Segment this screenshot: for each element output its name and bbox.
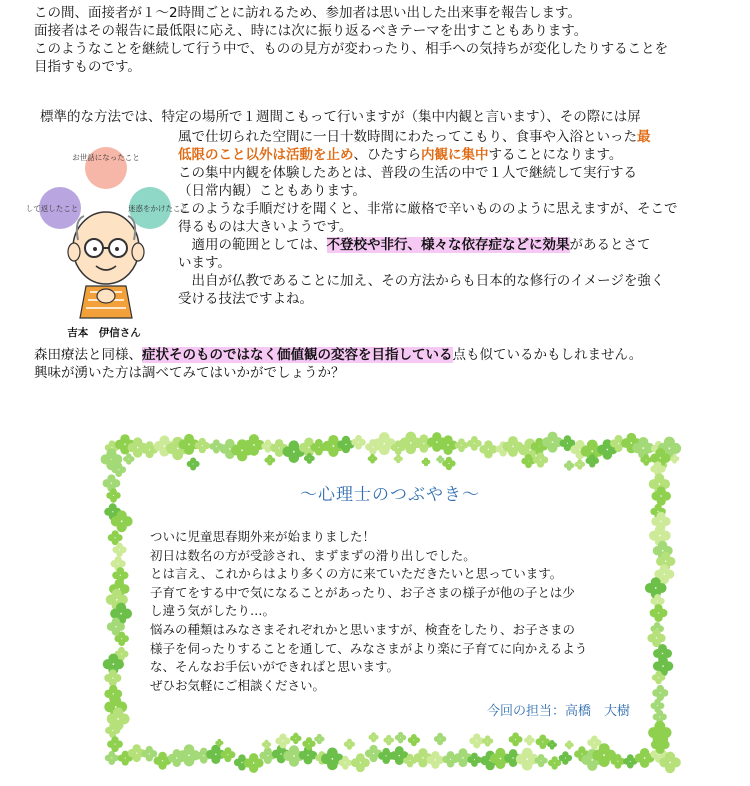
method-line: 受ける技法ですよね。 xyxy=(178,291,313,307)
clover-icon xyxy=(104,669,121,686)
clover-icon xyxy=(264,455,275,466)
closing-line: 興味が湧いた方は調べてみてはいかがでしょうか？ xyxy=(34,365,345,381)
method-emphasis: 最 xyxy=(637,129,651,145)
clover-icon xyxy=(187,457,200,470)
method-line: （日常内観）こともあります。 xyxy=(178,183,366,199)
method-line: います。 xyxy=(178,255,231,271)
method-paragraph xyxy=(178,128,678,308)
method-line: 出自が仏教であることに加え、その方法からも日本的な修行のイメージを強く xyxy=(178,273,665,289)
method-line: 標準的な方法では、特定の場所で１週間こもって行いますが（集中内観と言います）、その際には屏 xyxy=(40,109,641,125)
intro-line: 目指すものです。 xyxy=(34,59,141,75)
clover-icon xyxy=(442,457,456,471)
clover-icon xyxy=(344,739,355,750)
clover-icon xyxy=(652,685,668,701)
naikan-illustration xyxy=(25,140,188,340)
clover-icon xyxy=(220,747,235,762)
man-icon xyxy=(68,212,144,318)
closing-paragraph xyxy=(34,346,642,382)
illustration-caption: 吉本 伊信さん xyxy=(67,327,141,339)
clover-icon xyxy=(651,699,665,713)
column-staff: 今回の担当：高橋 大樹 xyxy=(486,704,630,719)
clover-icon xyxy=(394,454,403,463)
clover-icon xyxy=(321,748,344,771)
method-text: 適用の範囲としては、 xyxy=(178,237,327,253)
column-line: 初日は数名の方が受診され、まずまずの滑り出しでした。 xyxy=(150,547,476,563)
method-paragraph-first-line xyxy=(34,108,641,126)
column-line: ぜひお気軽にご相談ください。 xyxy=(150,677,326,693)
psychologist-column xyxy=(150,480,630,740)
clover-icon xyxy=(351,435,366,450)
column-line: な、そんなお手伝いができればと思います。 xyxy=(150,659,400,675)
intro-line: 面接者はその報告に最低限に応え、時には次に振り返るべきテーマを出すこともあります。 xyxy=(34,23,588,39)
column-line: 様子を伺ったりすることを通して、みなさまがより楽に子育てに向かえるよう xyxy=(150,640,588,656)
method-line: この集中内観を体験したあとは、普段の生活の中で１人で継続して実行する xyxy=(178,165,637,181)
column-line: とは言え、これからはより多くの方に来ていただきたいと思っています。 xyxy=(150,566,563,582)
method-text: することになります。 xyxy=(488,147,623,163)
clover-icon xyxy=(368,454,378,464)
clover-icon xyxy=(455,438,469,452)
intro-line: この間、面接者が１〜2時間ごとに訪れるため、参加者は思い出した出来事を報告します。 xyxy=(34,5,581,21)
clover-icon xyxy=(650,604,668,622)
column-title: 〜心理士のつぶやき〜 xyxy=(300,485,480,505)
closing-highlight: 症状そのものではなく価値観の変容を目指している xyxy=(142,347,453,363)
method-emphasis: 内観に集中 xyxy=(421,147,489,163)
circle-left-label: して返したこと xyxy=(25,204,79,213)
method-line xyxy=(178,236,678,254)
column-body xyxy=(150,528,587,695)
clover-icon xyxy=(422,458,431,467)
method-line xyxy=(178,146,678,164)
intro-paragraph xyxy=(34,4,668,76)
column-line: し違う気がしたり…。 xyxy=(150,603,276,619)
clover-icon xyxy=(564,460,574,470)
clover-icon xyxy=(123,453,134,464)
clover-icon xyxy=(565,740,574,749)
method-line xyxy=(178,128,678,146)
circle-right-label: 迷惑をかけたこと xyxy=(128,204,188,213)
method-emphasis: 低限のこと以外は活動を止め xyxy=(178,147,354,163)
closing-text: 森田療法と同様、 xyxy=(34,347,142,363)
clover-icon xyxy=(107,736,123,752)
method-text: 、ひたすら xyxy=(353,147,421,163)
clover-icon xyxy=(635,748,655,768)
clover-icon xyxy=(105,751,119,765)
column-line: ついに児童思春期外来が始まりました！ xyxy=(150,529,376,544)
method-text: 風で仕切られた空間に一日十数時間にわたってこもり、食事や入浴といった xyxy=(178,129,637,145)
closing-line xyxy=(34,346,642,364)
method-text: があるとさて xyxy=(569,237,651,253)
column-line: 悩みの種類はみなさまそれぞれかと思いますが、検査をしたり、お子さまの xyxy=(150,621,576,637)
clover-icon xyxy=(479,440,497,458)
circle-top-label: お世話になったこと xyxy=(72,153,140,162)
method-line: このような手順だけを聞くと、非常に厳格で辛いもののように思えますが、そこで xyxy=(178,201,678,217)
clover-icon xyxy=(262,740,271,749)
intro-line: このようなことを継続して行う中で、ものの見方が変わったり、相手への気持ちが変化したりすることを xyxy=(34,41,669,57)
method-highlight: 不登校や非行、様々な依存症などに効果 xyxy=(326,237,570,253)
closing-text: 点も似ているかもしれません。 xyxy=(452,347,643,363)
clover-icon xyxy=(574,459,585,470)
method-line: 得るものは大きいようです。 xyxy=(178,219,353,235)
column-line: 子育てをする中で気になることがあったり、お子さまの様子が他の子とは少 xyxy=(150,584,575,600)
naikan-figure xyxy=(25,140,188,340)
